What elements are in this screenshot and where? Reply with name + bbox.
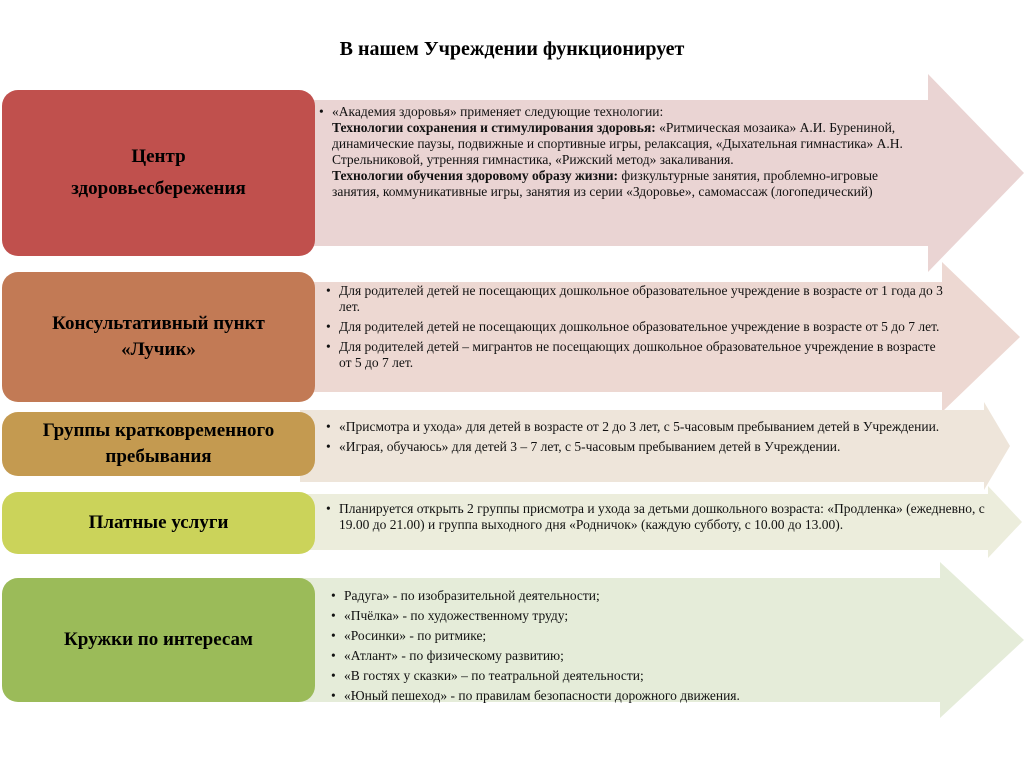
list-item: • Для родителей детей не посещающих дошкольное образовательное учреждение в возрасте от 5 до 7 лет.	[323, 319, 948, 335]
section-label-line: Кружки по интересам	[64, 629, 253, 651]
section-box-health-center	[2, 90, 315, 256]
section-label-line: здоровьесбережения	[71, 178, 246, 199]
list-item: • «Росинки» - по ритмике;	[328, 626, 928, 646]
section-label-line: Группы кратковременного	[42, 420, 275, 442]
section-label-line: Консультативный пункт	[52, 313, 265, 335]
section-content-consult-point	[323, 283, 948, 371]
section-box-consult-point	[2, 272, 315, 402]
page-title: В нашем Учреждении функционирует	[339, 38, 685, 60]
list-item: • Для родителей детей – мигрантов не посещающих дошкольное образовательное учреждение в возрасте от 5 до 7 лет.	[323, 339, 948, 371]
list-item: • «Играя, обучаюсь» для детей 3 – 7 лет, с 5-часовым пребыванием детей в Учреждении.	[323, 439, 988, 455]
list-item	[316, 104, 926, 200]
section-content-health-center	[316, 104, 926, 200]
list-item: • «В гостях у сказки» – по театральной деятельности;	[328, 666, 928, 686]
tech-text: «Ритмическая мозаика» А.И. Бурениной, динамические паузы, подвижные и спортивные игры, релаксация, «Дыхательная гимнастика» А.Н. Стрельниковой, утренняя гимнастика, «Рижский метод» закаливания.	[332, 120, 903, 167]
intro-text: «Академия здоровья» применяет следующие технологии:	[332, 104, 664, 119]
section-box-paid-services	[2, 492, 315, 554]
list-item: • «Пчёлка» - по художественному труду;	[328, 606, 928, 626]
list-item: • Радуга» - по изобразительной деятельности;	[328, 586, 928, 606]
section-label-line: Центр	[131, 146, 186, 168]
tech-text: физкультурные занятия, проблемно-игровые занятия, коммуникативные игры, занятия из серии «Здоровье», самомассаж (логопедический)	[332, 168, 879, 199]
list-item: • «Атлант» - по физическому развитию;	[328, 646, 928, 666]
list-item: • Планируется открыть 2 группы присмотра и ухода за детьми дошкольного возраста: «Продленка» (ежедневно, с 19.00 до 21.00) и группа выходного дня «Родничок» (каждую субботу, с 10.00 до 13.00).	[323, 501, 998, 533]
list-item: • Для родителей детей не посещающих дошкольное образовательное учреждение в возрасте от 1 года до 3 лет.	[323, 283, 948, 315]
tech-heading: Технологии обучения здоровому образу жизни:	[332, 168, 619, 183]
list-item: • «Присмотра и ухода» для детей в возрасте от 2 до 3 лет, с 5-часовым пребыванием детей в Учреждении.	[323, 419, 988, 435]
list-item: • «Юный пешеход» - по правилам безопасности дорожного движения.	[328, 686, 928, 706]
section-box-interest-clubs	[2, 578, 315, 702]
section-label-line: Платные услуги	[88, 512, 229, 534]
section-label-line: пребывания	[105, 446, 212, 467]
section-label-line: «Лучик»	[121, 339, 196, 360]
section-content-interest-clubs	[328, 586, 928, 706]
section-content-short-stay-groups	[323, 419, 988, 455]
section-box-short-stay-groups	[2, 412, 315, 476]
section-content-paid-services	[323, 501, 998, 533]
tech-heading: Технологии сохранения и стимулирования здоровья:	[332, 120, 656, 135]
